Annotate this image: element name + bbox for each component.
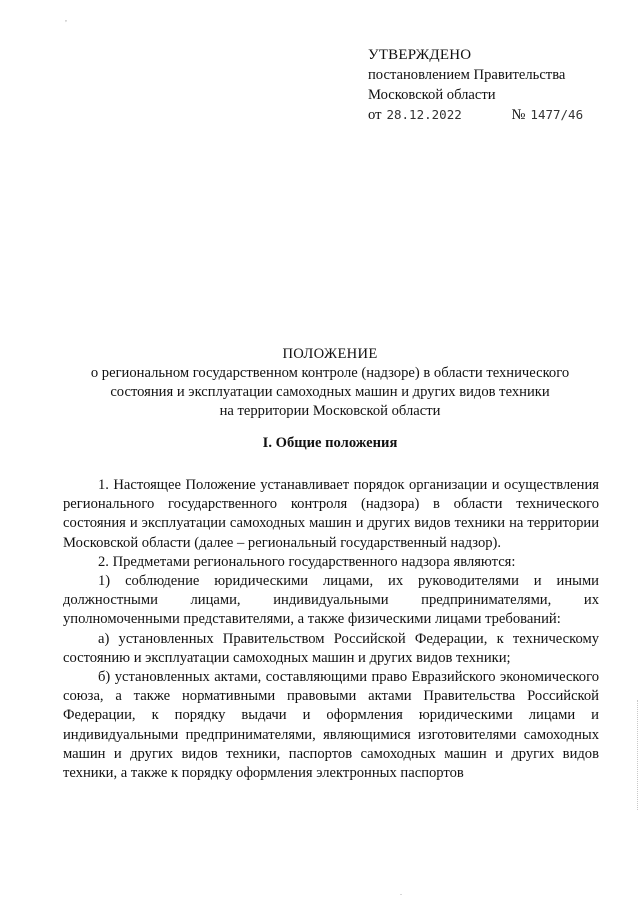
title-line-2: состояния и эксплуатации самоходных машин и других видов техники (110, 384, 550, 400)
document-title-block (40, 345, 620, 421)
document-body (63, 476, 599, 783)
approval-line-1: постановлением Правительства (368, 67, 566, 83)
approval-date-number-row (368, 105, 583, 125)
paragraph: 2. Предметами регионального государственного надзора являются: (98, 553, 516, 570)
approval-stamp-block (368, 45, 583, 125)
date-prefix: от (368, 107, 382, 123)
approval-number: 1477/46 (530, 107, 584, 122)
scan-speck: , (65, 14, 67, 23)
number-label: № (511, 107, 526, 123)
paragraph: а) установленных Правительством Российской Федерации, к техническому состоянию и эксплуатации самоходных машин и других видов техники; (63, 630, 599, 666)
approval-heading: УТВЕРЖДЕНО (368, 47, 472, 63)
title-line-3: на территории Московской области (219, 403, 441, 419)
title-line-1: о региональном государственном контроле (надзоре) в области технического (90, 365, 570, 381)
approval-line-2: Московской области (368, 87, 496, 103)
scan-edge-artifact (636, 700, 638, 810)
paragraph: 1. Настоящее Положение устанавливает порядок организации и осуществления регионального государственного контроля (надзора) в области технического состояния и эксплуатации самоходных машин и других видов техники на территории Московской области (далее – региональный государственный надзор). (63, 477, 599, 551)
approval-date: 28.12.2022 (386, 107, 462, 122)
paragraph: б) установленных актами, составляющими право Евразийского экономического союза, а также нормативными правовыми актами Правительства Российской Федерации, к порядку выдачи и оформления юридическими лицами и индивидуальными предпринимателями, являющимися изготовителями самоходных машин и других видов техники, паспортов самоходных машин и других видов техники, а также к порядку оформления электронных паспортов (63, 669, 599, 782)
scan-speck: . (400, 888, 402, 897)
paragraph: 1) соблюдение юридическими лицами, их руководителями и иными должностными лицами, индивидуальными предпринимателями, их уполномоченными представителями, а также физическими лицами требований: (63, 573, 599, 628)
section-heading: I. Общие положения (262, 435, 398, 451)
document-type-heading: ПОЛОЖЕНИЕ (282, 346, 378, 362)
